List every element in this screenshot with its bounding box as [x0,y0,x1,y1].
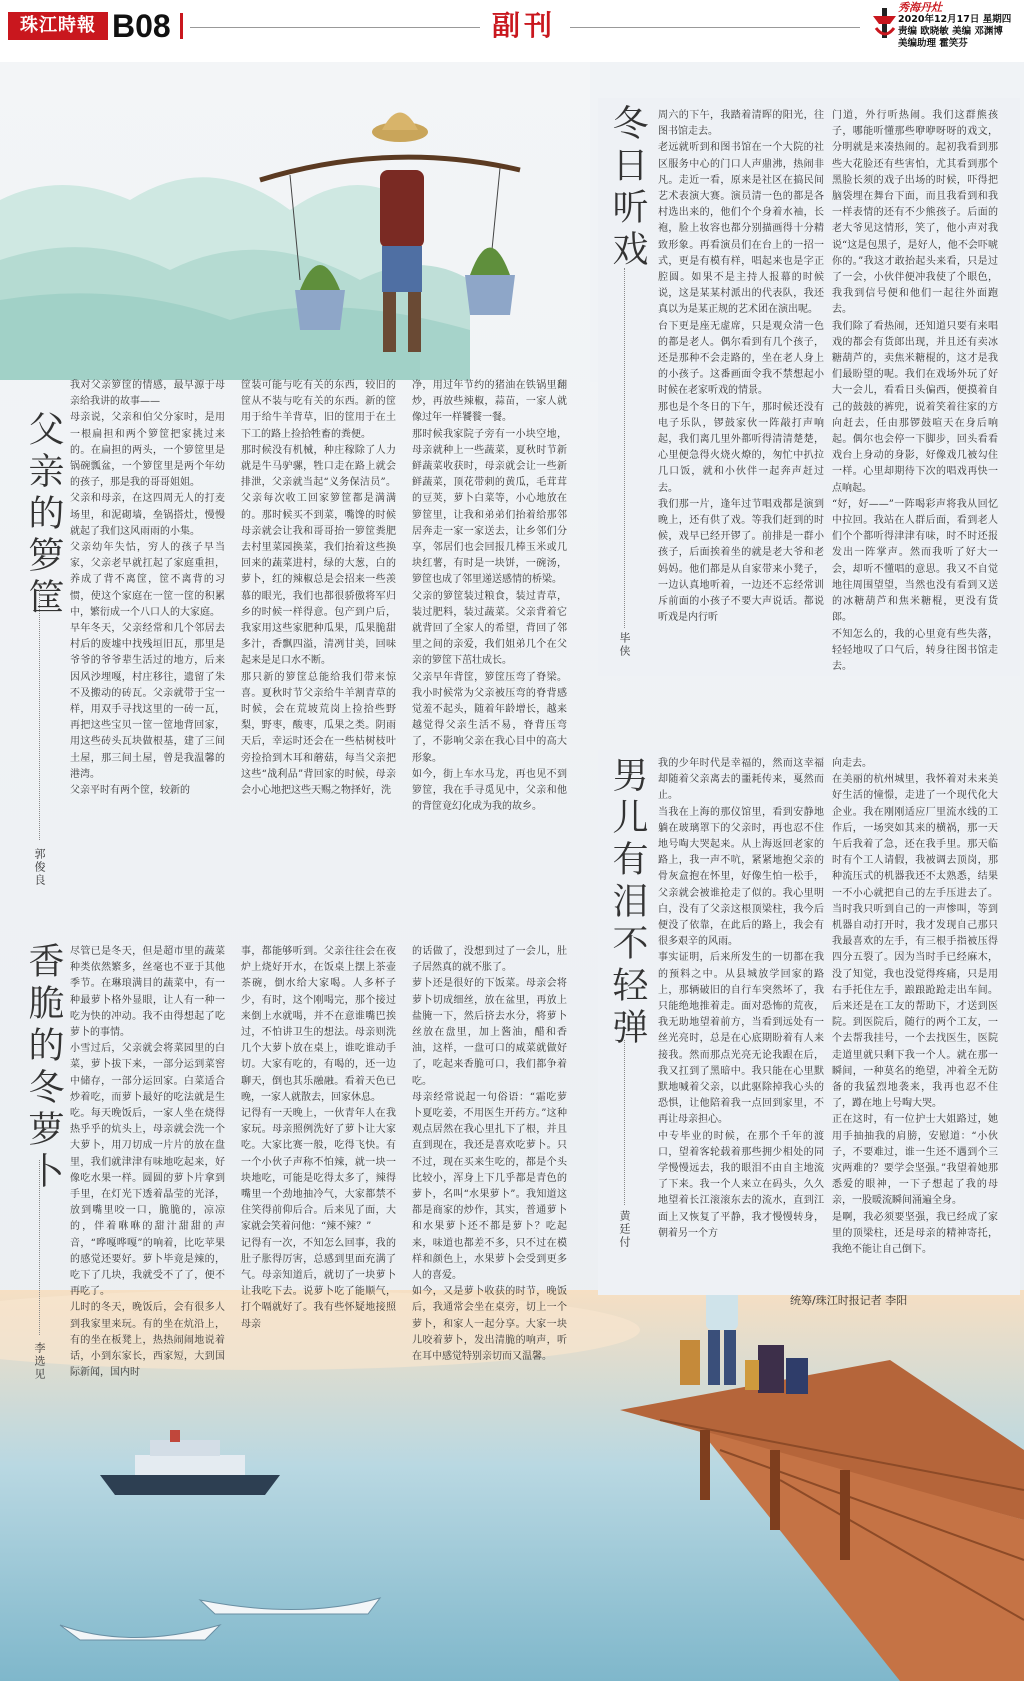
article-column: 门道，外行听热闹。我们这群熊孩子，哪能听懂那些咿咿呀呀的戏文，分明就是来凑热闹的。起初我看到那些大花脸还有些害怕，尤其看到那个黑脸长须的戏子出场的时候，吓得把脑袋埋在舞台下面，而且我看到和我一样表情的还有不少熊孩子。后面的老大爷见这情形，笑了，他小声对我说“这是包黑子，是好人，他不会吓唬你的。”我这才敢抬起头来看，只是过了一会，小伙伴便冲我使了个眼色，我我到信号便和他们一起往外面跑去。 我们除了看热闹，还知道只要有来唱戏的都会有货郎出现，并且还有卖冰糖葫芦的，卖焦米糖棍的，这才是我们最盼望的呢。我们在戏场外玩了好大一会儿，看看日头偏西，便摸着自己的鼓鼓的裤兜，说着笑着往家的方向赶去，任由那锣鼓喧天在身后响起。偶尔也会停一下脚步，回头看看戏台上身动的身影，好像戏几被勾住一样。心里却期待下次的唱戏再快一点响起。 “好，好——”一阵喝彩声将我从回忆中拉回。我站在人群后面，看到老人们个个都听得津津有味，时不时还报发出一阵掌声。然而我听了好大一会，却听不懂唱的意思。我又不自觉地往周围望望，当然也没有看到又送的冰糖葫芦和焦米糖棍，更没有货郎。 不知怎么的，我的心里竟有些失落，轻轻地叹了口气后，转身往图书馆走去。 [832,110,998,672]
article-author: 郭俊良 [33,848,46,887]
article-column: 我的少年时代是幸福的，然而这幸福却随着父亲离去的噩耗传来，戛然而止。 当我在上海的那仪馆里，看到安静地躺在玻璃罩下的父亲时，再也忍不住地号啕大哭起来。从上海返回老家的路上，我一声不吭，紧紧地抱父亲的骨灰盒抱在怀里，好像生怕一松手，父亲就会被谁抢走了似的。我心里明白，没有了父亲这根顶梁柱，我今后便没了依靠，在此后的路上，我会有很多艰辛的风雨。 事实证明，后来所发生的一切都在我的预料之中。从县城放学回家的路上，那辆破旧的自行车突然坏了，我只能绝地推着走。面对恐怖的荒夜，我无助地望着前方，当看到远处有一丝光亮时，总是在心底期盼着有人来接我。然而那点光亮无论我跟在后，我又扛到了黑暗中。我只能在心里默默地喊着父亲，以此驱除掉我心头的恐惧，让他陪着我一点回到家里，不再让母亲担心。 中专毕业的时候，在那个千年的渡口，望着客轮载着那些拥少相处的同学慢慢远去，我的眼泪不由自主地流了下来。我一个人来立在码头，久久地望着长江滚滚东去的流水，直到江面上又恢复了平静，我才慢慢转身，朝着另一个方 [658,758,824,1239]
article-column: 筐装可能与吃有关的东西，较旧的筐从不装与吃有关的东西。新的筐用于给牛羊背草，旧的筐用于在土下工的路上捡拾牲畜的粪便。 那时候没有机械，种庄稼除了人力就是牛马驴骡，牲口走在路上就会排泄，父亲就当起“义务保洁员”。父亲每次收工回家箩筐都是满满的。那时候买不到菜，嘴馋的时候母亲就会让我和哥哥抬一箩筐粪肥去村里菜园换菜，我们抬着这些换回来的蔬菜进村，绿的大葱，白的萝卜，红的辣椒总是会招来一些羡慕的眼光，我们也都很骄傲将军归乡的时候一样得意。包产到户后，我家用这些家肥种瓜果，瓜果脆甜多汁，香飘四溢，清冽甘美，回味起来是足口水不断。 那只新的箩筐总能给我们带来惊喜。夏秋时节父亲给牛羊割青草的时候，会在荒坡荒岗上捡拾些野梨，野枣，酸枣，瓜果之类。阴雨天后，幸运时还会在一些枯树枝叶旁捡拾到木耳和蘑菇，每当父亲把这些“战利品”背回家的时候，母亲会小心地把这些天赐之物择好，洗 [241,380,396,797]
editor-credit: 统筹/珠江时报记者 李阳 [790,1294,908,1307]
date-line: 2020年12月17日 星期四 [898,14,1012,25]
editor-line: 责编 欧晓敏 美编 邓渊博 [898,26,1003,37]
article-title: 冬日听戏 [607,104,648,272]
page-number: B08 [112,8,171,44]
assistant-editor-line: 美编助理 霍笑芬 [898,38,968,49]
title-divider [39,1160,40,1335]
title-divider [624,1040,625,1205]
article-column: 我对父亲箩筐的情感，最早源于母亲给我讲的故事—— 母亲说，父亲和伯父分家时，是用一根扁担和两个箩筐把家挑过来的。在扁担的两头，一个箩筐里是锅碗瓢盆，一个箩筐里是两个年幼的孩子，那是我的哥哥姐姐。 父亲和母亲，在这四周无人的打麦场里，和泥砌墙，垒锅搭灶，慢慢就起了我们这风雨雨的小集。 父亲幼年失怙，穷人的孩子早当家，父亲老早就扛起了家庭重担，养成了背不离筐，筐不离背的习惯，使这个家庭在一筐一筐的积累中，繁衍成一个八口人的大家庭。 早年冬天，父亲经常和几个邻居去村后的废墟中找残垣旧瓦，那里是爷爷的爷爷辈生活过的地方，后来因风沙埋嘎，村庄移往，遗留了朱不及搬动的砖瓦。父亲就带于宝一样，用双手寻找这里的一砖一瓦，再把这些宝贝一筐一筐地背回家，用这些砖头瓦块做根基，建了三间土屋，那三间土屋，曾是我温馨的港湾。 父亲平时有两个筐，较新的 [70,380,225,797]
title-divider [624,268,625,628]
article-column: 净，用过年节约的猪油在铁锅里翻炒，再放些辣椒，蒜苗，一家人就像过年一样饕餮一餐。 那时候我家院子旁有一小块空地，母亲就种上一些蔬菜，夏秋时节新鲜蔬菜收获时，母亲就会让一些新鲜蔬菜，顶花带刺的黄瓜，毛茸茸的豆荚，萝卜白菜等，小心地放在箩筐里，让我和弟弟们抬着给那邻居奔走一家一家送去，让乡邻们分享，邻居们也会回报几棒玉米或几块红薯，有时是一块饼，一碗汤，箩筐也成了邻里递送感情的桥梁。 父亲的箩筐装过粮食，装过青草，装过肥料，装过蔬菜。父亲背着它就背回了全家人的希望，背回了邻里之间的亲爱，我们姐弟几个在父亲的箩筐下茁壮成长。 父亲早年背筐，箩筐压弯了脊梁。我小时候常为父亲被压弯的脊背感觉羞不起头，随着年龄增长，越来越觉得父亲生活不易，脊背压弯了，不影响父亲在我心目中的高大形象。 如今，街上车水马龙，再也见不到箩筐，我在手寻觅见中，父亲和他的背筐竟幻化成为我的故乡。 [412,380,567,813]
article-column: 的话做了，没想到过了一会儿，肚子居然真的就不胀了。 萝卜还是很好的下饭菜。母亲会将萝卜切成细丝，放在盆里，再放上盐腌一下，然后挤去水分，将萝卜丝放在盘里，加上酱油，醋和香油，这样，一盘可口的咸菜就做好了，吃起来香脆可口，我们都争着吃。 母亲经常说起一句俗语：“霜吃萝卜夏吃姜，不用医生开药方。”这种观点居然在我心里扎下了根，并且直到现在，我还是喜欢吃萝卜。只不过，现在买来生吃的，都是个头比较小，浑身上下几乎都是青色的萝卜，名叫“水果萝卜”。我知道这都是商家的炒作，其实，普通萝卜和水果萝卜还不都是萝卜？吃起来，味道也都差不多，只不过在模样和颜色上，水果萝卜会受到更多人的喜爱。 如今，又是萝卜收获的时节，晚饭后，我通常会坐在桌旁，切上一个萝卜，和家人一起分享。大家一块儿咬着萝卜，发出清脆的响声，听在耳中感觉特别亲切而又温馨。 [412,946,567,1363]
title-divider [39,590,40,840]
article-column: 事，都能够听到。父亲往往会在夜炉上烧好开水，在饭桌上摆上茶壶茶碗，倒水给大家喝。人多杯子少，有时，这个刚喝完，那个接过来倒上水就喝，并不在意谁嘴巴挨过，不怕讲卫生的想法。母亲则洗几个大萝卜放在桌上，谁吃谁动手切。大家有吃的，有喝的，还一边聊天，倒也其乐融融。看着天色已晚，一家人就散去，回家休息。 记得有一天晚上，一伙青年人在我家玩。母亲照例洗好了萝卜让大家吃。大家比赛一般，吃得飞快。有一个小伙子声称不怕辣，就一块一块地吃，可能是吃得太多了，辣得嘴里一个劲地抽冷气，大家都禁不住笑得前仰后合。后来见了面，大家就会笑着问他：“辣不辣？” 记得有一次，不知怎么回事，我的肚子胀得厉害，总感到里面充满了气。母亲知道后，就切了一块萝卜让我吃下去。说萝卜吃了能顺气，打个嗝就好了。我有些怀疑地接照母亲 [241,946,396,1330]
article-column: 周六的下午，我踏着清晖的阳光，往图书馆走去。 老远就听到和图书馆在一个大院的社区服务中心的门口人声鼎沸，热闹非凡。走近一看，原来是社区在搞民间艺术表演大赛。演员清一色的都是各村选出来的，他们个个身着水袖，长袍，脸上妆容也都分别描画得十分精致形象。再看演员们在台上的一招一式，更是有模有样，唱起来也是字正腔圆。如果不是主持人报幕的时候说，这是某某村派出的代表队，我还真以为是某正规的艺术团在演出呢。 台下更是座无虚席，只是观众清一色的都是老人。偶尔看到有几个孩子，还是那种不会走路的，坐在老人身上的小孩子。这番画面令我不禁想起小时候在老家听戏的情景。 那也是个冬日的下午，那时候还没有电子乐队，锣鼓家伙一阵敲打声响起，我们离几里外都听得清清楚楚，心里便急得火烧火燎的，匆忙中扒拉几口饭，就和小伙伴一起奔声赶过去。 我们那一片，逢年过节唱戏都是演到晚上，还有供了戏。等我们赶到的时候，戏早已经开锣了。前排是一群小孩子，后面挨着坐的就是老大爷和老妈妈。他们都是从自家带来小凳子，一边认真地听着，一边还不忘经常训斥前面的小孩子不要大声说话。都说听戏是内行听 [658,110,824,624]
brand-emblem-icon [870,6,900,50]
article-title: 父亲的箩筐 [23,410,64,620]
masthead-rule-right [570,27,860,28]
article-author: 黄廷付 [618,1210,631,1249]
section-title: 副刊 [492,9,557,42]
article-title: 男儿有泪不轻弹 [607,756,648,1050]
paper-logo: 珠江時報 [8,12,108,40]
masthead-divider [180,13,183,39]
article-author: 李选见 [33,1342,46,1381]
masthead [0,0,1024,62]
article-column: 尽管已是冬天，但是超市里的蔬菜种类依然繁多，丝毫也不亚于其他季节。在琳琅满目的蔬菜中，有一种最萝卜格外显眼，让人有一种一吃为快的冲动。我不由得想起了吃萝卜的事情。 小雪过后，父亲就会将菜园里的白菜，萝卜拔下来，一部分运到菜窖中储存，一部分运回家。白菜适合炒着吃，而萝卜最好的吃法就是生吃。每天晚饭后，一家人坐在烧得热乎乎的炕头上，母亲就会洗一个大萝卜，用刀切成一片片的放在盘里，我们就津津有味地吃起来，好像吃水果一样。圆圆的萝卜片拿到手里，在灯光下透着晶莹的光泽，放到嘴里咬一口，脆脆的，凉凉的，伴着咻咻的甜汁甜甜的声音，“哗嘎哗嘎”的响着，比吃苹果的感觉还要好。萝卜毕竟是辣的，吃下了几块，我就受不了了，便不再吃了。 儿时的冬天，晚饭后，会有很多人到我家里来玩。有的坐在炕沿上，有的坐在板凳上，热热闹闹地说着话，小到东家长，西家短，大到国际新闻，国内时 [70,946,225,1379]
article-column: 向走去。 在美丽的杭州城里，我怀着对未来美好生活的憧憬，走进了一个现代化大企业。我在刚刚适应厂里流水线的工作后，一场突如其来的横祸，那一天午后我着了急，还在我手里。那天临时有个工人请假，我被调去顶岗，那种流压式的机器我还不太熟悉，结果一不小心就把自己的左手压进去了。当时我只听到自己的一声惨叫，等到机器自动打开时，我才发现自己那只我最喜欢的左手，有三根手指被压得四分五裂了。因为当时手已经麻木，没了知觉，我也没觉得疼痛，只是用右手托住左手，踉踉跄跄走出车间。后来还是在工友的帮助下，才送到医院。到医院后，随行的两个工友，一个去帮我挂号，一个去找医生，医院走道里就只剩下我一个人。就在那一瞬间，一种莫名的绝望，冲着全无防备的我猛烈地袭来，我再也忍不住了，蹲在地上号啕大哭。 正在这时，有一位护士大姐路过，她用手抽抽我的肩膀，安慰道：“小伙子，不要难过，谁一生还不遇到个三灾两难的？要学会坚强。”我望着她那悉爱的眼神，一下子想起了我的母亲，一股暖流瞬间涌遍全身。 是啊，我必须要坚强，我已经成了家里的顶梁柱，还是母亲的精神寄托，我绝不能让自己倒下。 [832,758,998,1256]
edition-info [898,2,1022,50]
article-author: 毕侠 [618,632,631,658]
article-title: 香脆的冬萝卜 [23,942,64,1194]
brand-name: 秀海丹灶 [898,1,942,14]
masthead-rule-left [190,27,480,28]
